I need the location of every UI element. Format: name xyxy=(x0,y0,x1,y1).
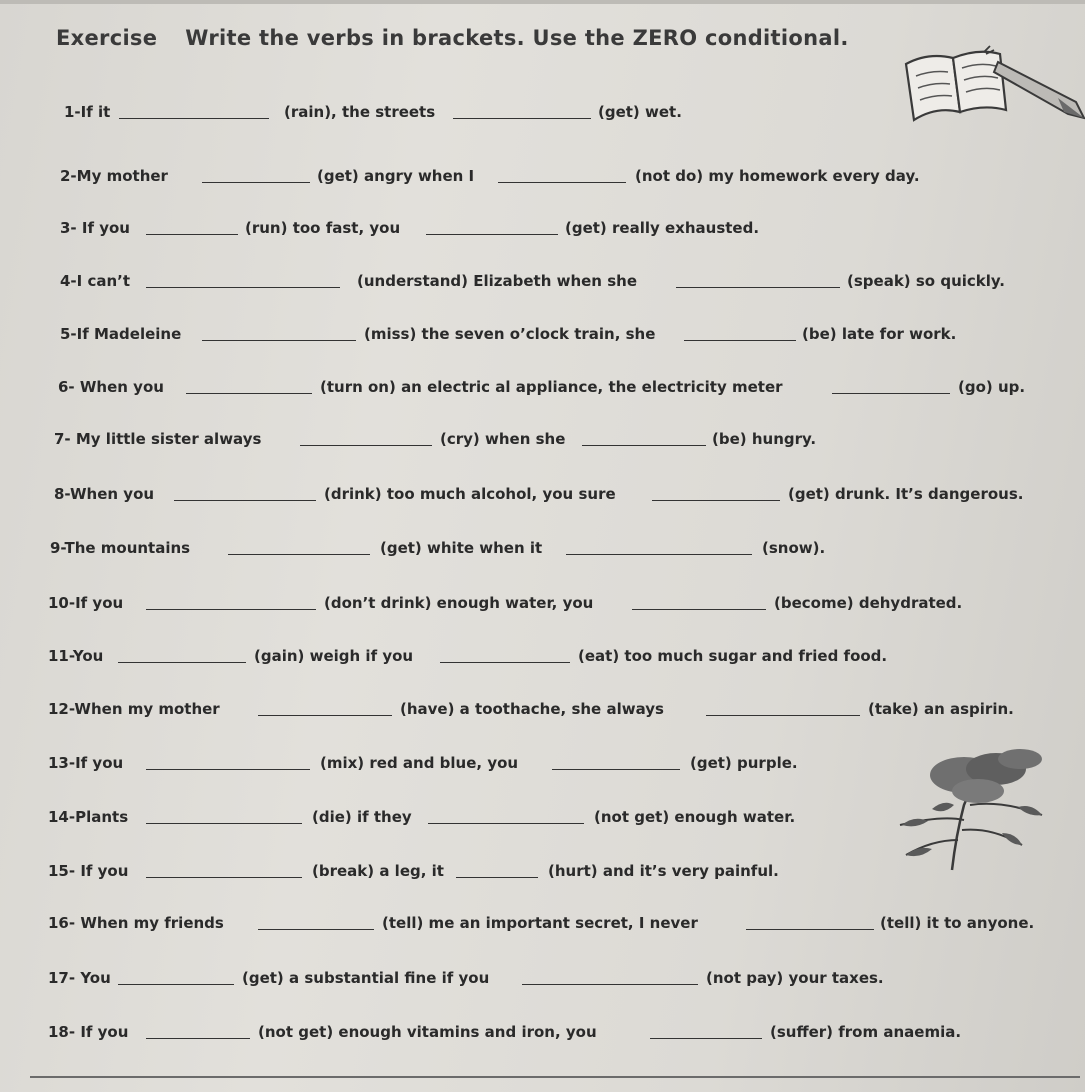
question-text: (be) hungry. xyxy=(712,430,817,448)
question-text: (mix) red and blue, you xyxy=(320,754,519,772)
question-text: (get) a substantial fine if you xyxy=(242,969,490,987)
answer-blank[interactable] xyxy=(146,287,340,288)
question-text: 14-Plants xyxy=(48,808,129,826)
question-text: (cry) when she xyxy=(440,430,566,448)
answer-blank[interactable] xyxy=(118,662,246,663)
book-and-pen-icon xyxy=(898,42,1085,142)
question-text: (break) a leg, it xyxy=(312,862,444,880)
question-text: (have) a toothache, she always xyxy=(400,700,664,718)
bottom-divider xyxy=(30,1076,1080,1078)
question-text: 6- When you xyxy=(58,378,164,396)
answer-blank[interactable] xyxy=(498,182,626,183)
question-text: (get) angry when I xyxy=(317,167,475,185)
question-text: (run) too fast, you xyxy=(245,219,401,237)
answer-blank[interactable] xyxy=(582,445,706,446)
exercise-instruction: Write the verbs in brackets. Use the ZERO conditional. xyxy=(185,26,849,50)
answer-blank[interactable] xyxy=(684,340,796,341)
question-text: 3- If you xyxy=(60,219,130,237)
question-text: (snow). xyxy=(762,539,826,557)
question-text: (die) if they xyxy=(312,808,412,826)
question-text: (not get) enough water. xyxy=(594,808,796,826)
answer-blank[interactable] xyxy=(706,715,860,716)
answer-blank[interactable] xyxy=(258,929,374,930)
answer-blank[interactable] xyxy=(676,287,840,288)
answer-blank[interactable] xyxy=(146,234,238,235)
answer-blank[interactable] xyxy=(146,609,316,610)
question-text: (go) up. xyxy=(958,378,1026,396)
question-text: (take) an aspirin. xyxy=(868,700,1014,718)
question-text: 18- If you xyxy=(48,1023,129,1041)
question-text: (not do) my homework every day. xyxy=(635,167,920,185)
answer-blank[interactable] xyxy=(146,877,302,878)
answer-blank[interactable] xyxy=(146,769,310,770)
question-text: (get) really exhausted. xyxy=(565,219,760,237)
question-text: (speak) so quickly. xyxy=(847,272,1005,290)
question-text: (hurt) and it’s very painful. xyxy=(548,862,779,880)
answer-blank[interactable] xyxy=(174,500,316,501)
question-text: 10-If you xyxy=(48,594,124,612)
answer-blank[interactable] xyxy=(650,1038,762,1039)
answer-blank[interactable] xyxy=(652,500,780,501)
answer-blank[interactable] xyxy=(428,823,584,824)
question-text: 7- My little sister always xyxy=(54,430,262,448)
question-text: (tell) me an important secret, I never xyxy=(382,914,698,932)
question-text: 16- When my friends xyxy=(48,914,224,932)
question-text: (be) late for work. xyxy=(802,325,957,343)
question-text: (understand) Elizabeth when she xyxy=(357,272,637,290)
answer-blank[interactable] xyxy=(453,118,591,119)
question-text: 2-My mother xyxy=(60,167,168,185)
question-text: 1-If it xyxy=(64,103,111,121)
question-text: 5-If Madeleine xyxy=(60,325,182,343)
question-text: (suffer) from anaemia. xyxy=(770,1023,962,1041)
question-text: 12-When my mother xyxy=(48,700,220,718)
answer-blank[interactable] xyxy=(566,554,752,555)
answer-blank[interactable] xyxy=(426,234,558,235)
question-text: (not get) enough vitamins and iron, you xyxy=(258,1023,597,1041)
question-text: 8-When you xyxy=(54,485,155,503)
question-text: (not pay) your taxes. xyxy=(706,969,884,987)
answer-blank[interactable] xyxy=(228,554,370,555)
exercise-header xyxy=(56,26,849,50)
answer-blank[interactable] xyxy=(258,715,392,716)
question-text: (don’t drink) enough water, you xyxy=(324,594,594,612)
question-text: 15- If you xyxy=(48,862,129,880)
answer-blank[interactable] xyxy=(746,929,874,930)
answer-blank[interactable] xyxy=(632,609,766,610)
answer-blank[interactable] xyxy=(552,769,680,770)
exercise-label: Exercise xyxy=(56,26,158,50)
answer-blank[interactable] xyxy=(522,984,698,985)
question-text: 9-The mountains xyxy=(50,539,191,557)
question-text: 17- You xyxy=(48,969,111,987)
question-text: (get) drunk. It’s dangerous. xyxy=(788,485,1024,503)
answer-blank[interactable] xyxy=(146,1038,250,1039)
answer-blank[interactable] xyxy=(146,823,302,824)
question-text: (get) purple. xyxy=(690,754,798,772)
answer-blank[interactable] xyxy=(186,393,312,394)
question-text: 13-If you xyxy=(48,754,124,772)
page-top-edge xyxy=(0,0,1085,4)
question-text: 4-I can’t xyxy=(60,272,131,290)
answer-blank[interactable] xyxy=(118,984,234,985)
question-text: (tell) it to anyone. xyxy=(880,914,1035,932)
question-text: (turn on) an electric al appliance, the electricity meter xyxy=(320,378,783,396)
question-text: (miss) the seven o’clock train, she xyxy=(364,325,656,343)
question-text: (eat) too much sugar and fried food. xyxy=(578,647,888,665)
plant-icon xyxy=(892,745,1062,875)
question-text: 11-You xyxy=(48,647,104,665)
answer-blank[interactable] xyxy=(202,340,356,341)
question-text: (become) dehydrated. xyxy=(774,594,963,612)
answer-blank[interactable] xyxy=(440,662,570,663)
question-text: (drink) too much alcohol, you sure xyxy=(324,485,616,503)
question-text: (rain), the streets xyxy=(284,103,436,121)
answer-blank[interactable] xyxy=(300,445,432,446)
answer-blank[interactable] xyxy=(202,182,310,183)
answer-blank[interactable] xyxy=(456,877,538,878)
question-text: (gain) weigh if you xyxy=(254,647,414,665)
answer-blank[interactable] xyxy=(832,393,950,394)
question-text: (get) wet. xyxy=(598,103,682,121)
answer-blank[interactable] xyxy=(119,118,269,119)
question-text: (get) white when it xyxy=(380,539,543,557)
